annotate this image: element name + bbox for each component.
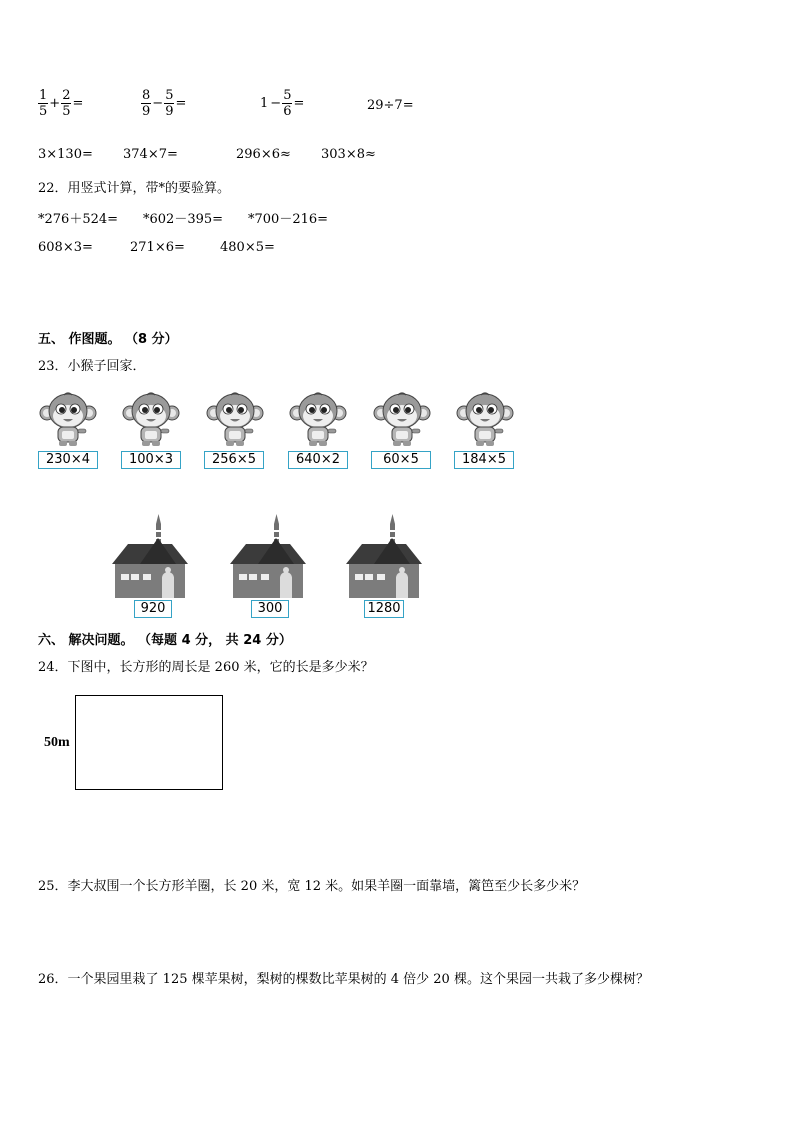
house-label-1: 920	[134, 600, 172, 618]
monkey-icon	[372, 391, 432, 447]
q24-title: 24．下图中，长方形的周长是 260 米，它的长是多少米？	[38, 660, 374, 675]
monkey-label-2: 100×3	[121, 451, 181, 469]
monkey-label-1: 230×4	[38, 451, 98, 469]
section6-title: 六、 解决问题。 （每题 4 分， 共 24 分）	[38, 633, 292, 648]
q22-problem-5: 271×6=	[130, 240, 185, 255]
q22-title: 22．用竖式计算，带*的要验算。	[38, 181, 231, 196]
fraction-problem-1: $\frac{1}{5}$ + $\frac{2}{5}$ =	[39, 88, 84, 119]
monkey-icon	[288, 391, 348, 447]
monkey-icon	[205, 391, 265, 447]
monkey-icon	[455, 391, 515, 447]
q22-problem-1: *276＋524=	[38, 212, 119, 227]
q26-title: 26．一个果园里栽了 125 棵苹果树，梨树的棵数比苹果树的 4 倍少 20 棵。这个果园一共栽了多少棵树？	[38, 972, 649, 987]
monkey-label-3: 256×5	[204, 451, 264, 469]
rectangle-figure	[75, 695, 223, 790]
q22-problem-4: 608×3=	[38, 240, 93, 255]
monkey-label-5: 60×5	[371, 451, 431, 469]
house-icon	[112, 512, 188, 600]
monkey-icon	[121, 391, 181, 447]
monkey-label-6: 184×5	[454, 451, 514, 469]
q22-problem-3: *700－216=	[248, 212, 329, 227]
est-problem-4: 303×8≈	[321, 147, 376, 162]
q22-problem-2: *602－395=	[143, 212, 224, 227]
est-problem-1: 3×130=	[38, 147, 93, 162]
rectangle-side-label: 50m	[44, 735, 70, 750]
section5-title: 五、 作图题。 （8 分）	[38, 332, 178, 347]
monkey-icon	[38, 391, 98, 447]
q25-title: 25．李大叔围一个长方形羊圈，长 20 米，宽 12 米。如果羊圈一面靠墙，篱笆至少长多少米？	[38, 879, 586, 894]
monkey-label-4: 640×2	[288, 451, 348, 469]
fraction-problem-3: 1 − $\frac{5}{6}$ =	[260, 88, 305, 119]
fraction-problem-2: $\frac{8}{9}$ − $\frac{5}{9}$ =	[142, 88, 187, 119]
house-label-3: 1280	[364, 600, 404, 618]
division-problem: 29÷7=	[367, 98, 414, 113]
q23-title: 23．小猴子回家．	[38, 359, 146, 374]
house-label-2: 300	[251, 600, 289, 618]
est-problem-3: 296×6≈	[236, 147, 291, 162]
house-icon	[230, 512, 306, 600]
est-problem-2: 374×7=	[123, 147, 178, 162]
house-icon	[346, 512, 422, 600]
q22-problem-6: 480×5=	[220, 240, 275, 255]
